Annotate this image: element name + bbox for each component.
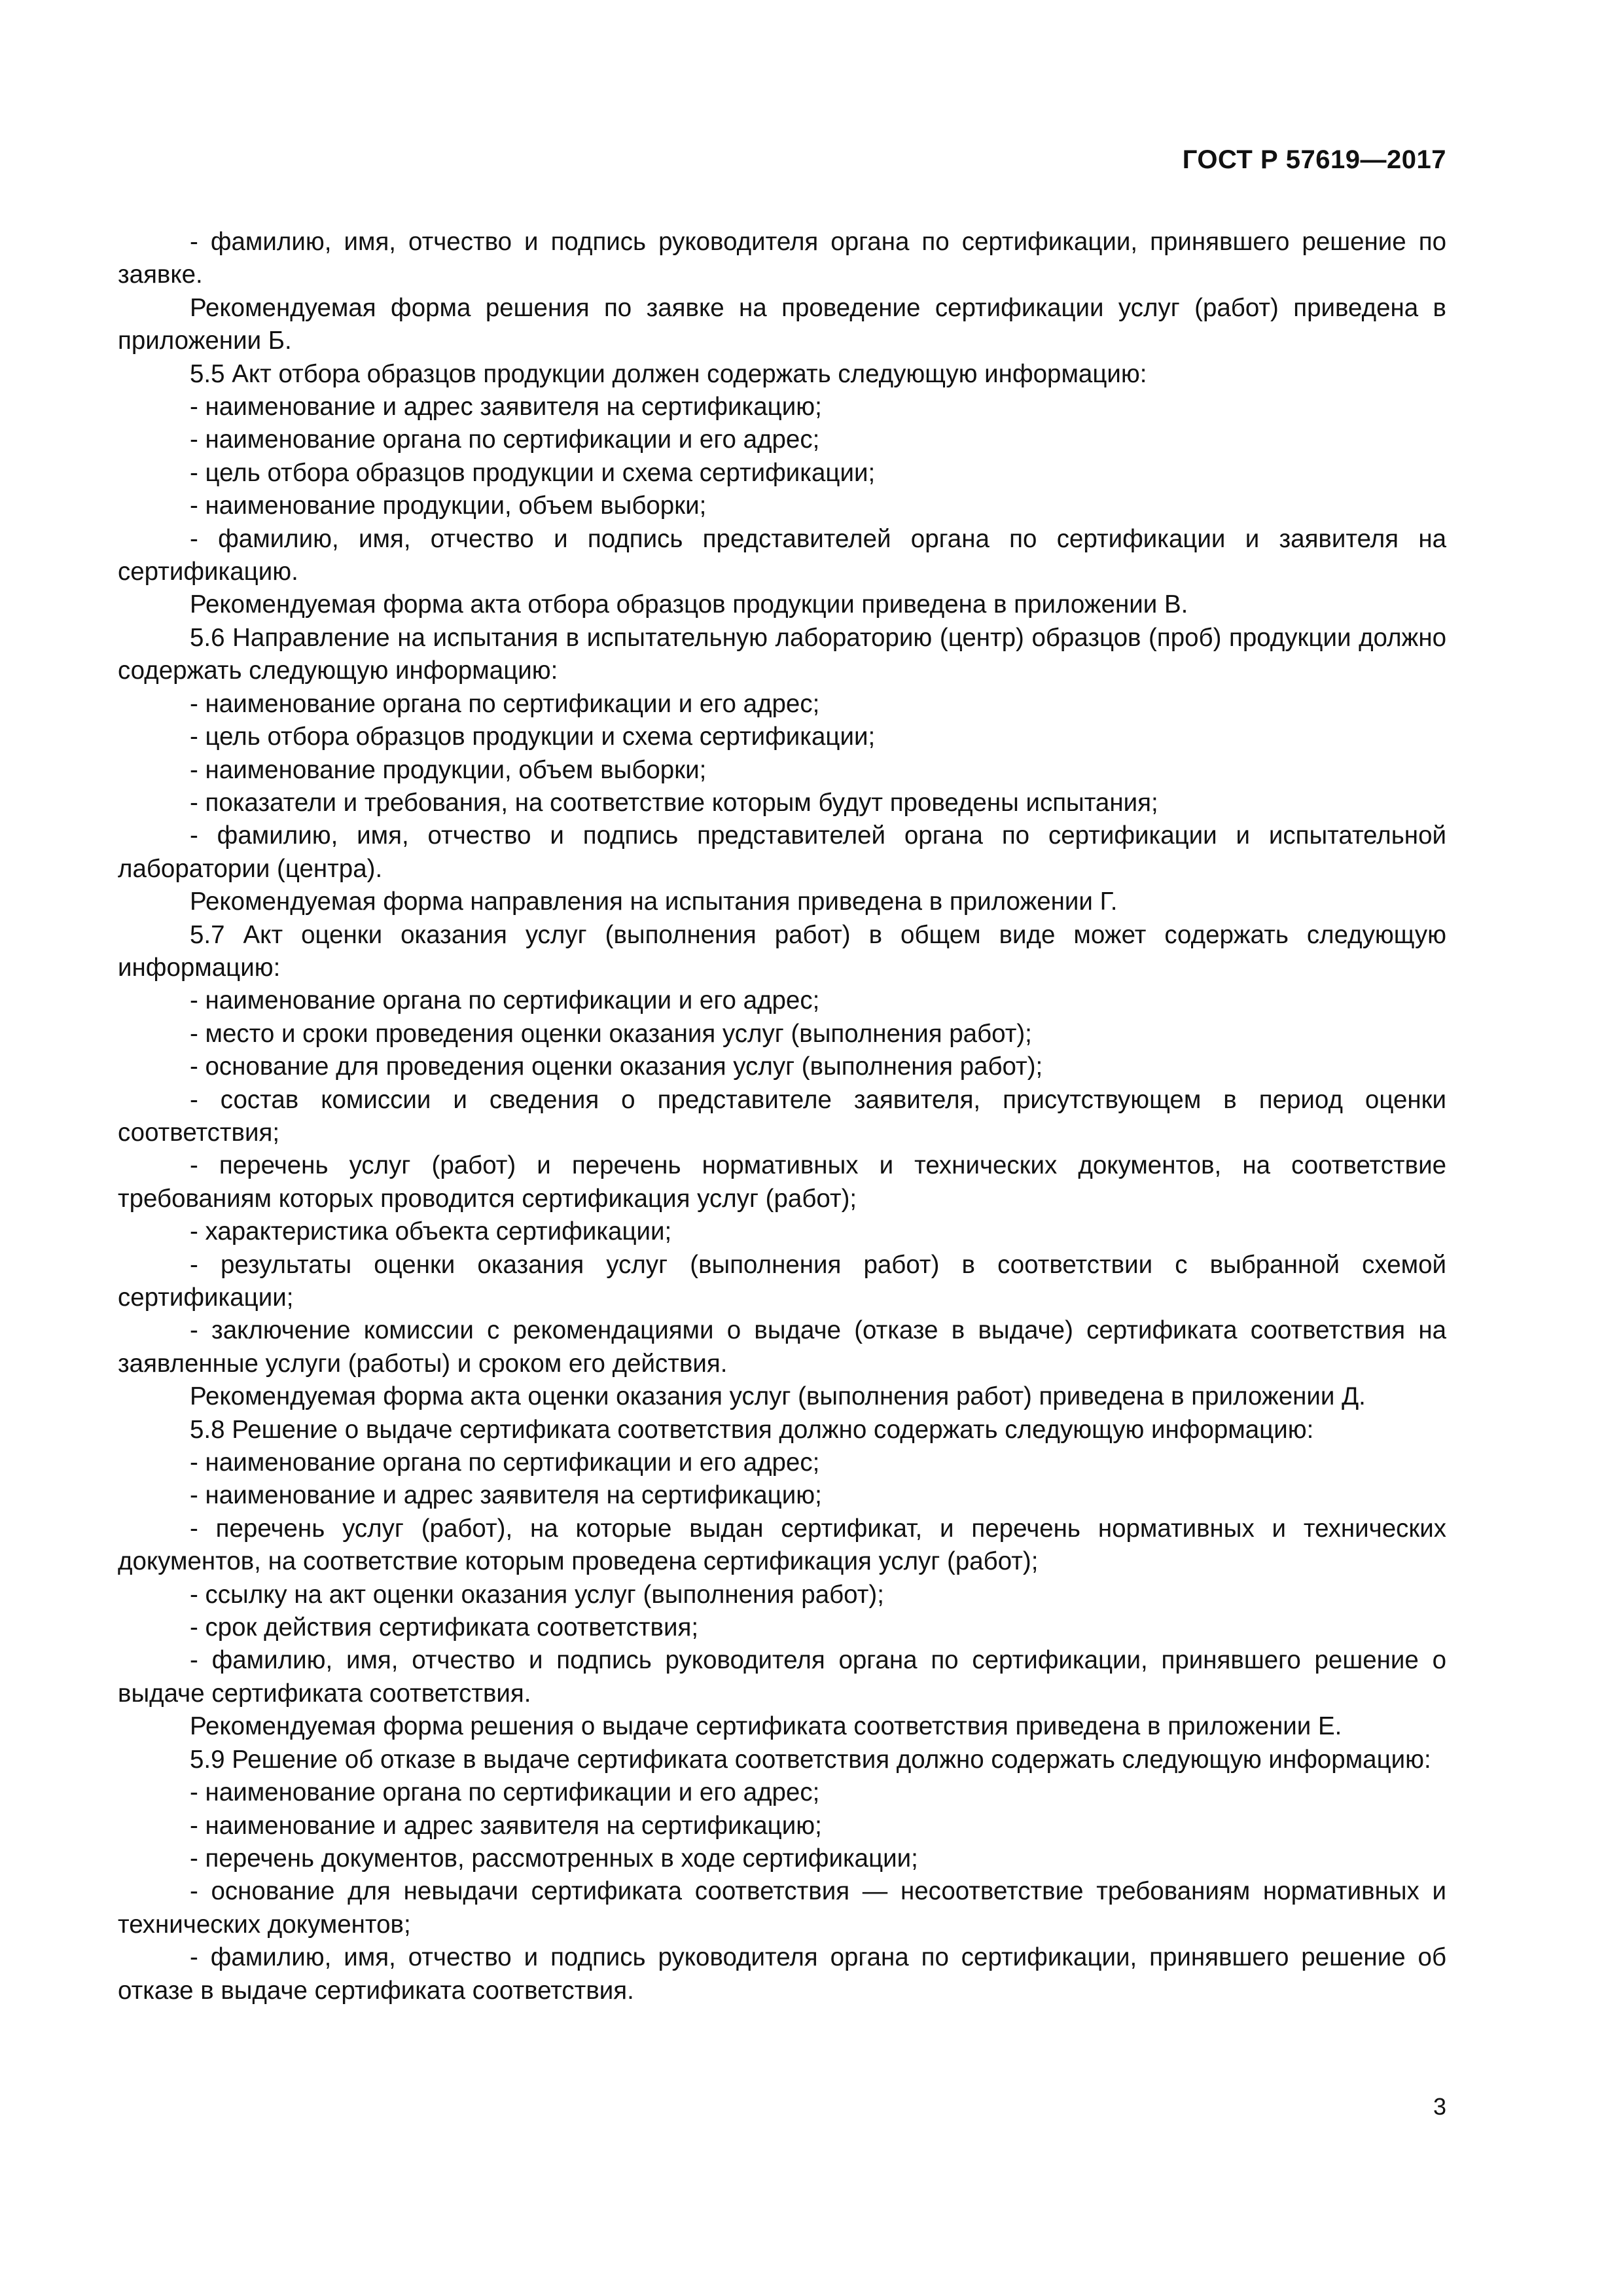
list-item: - результаты оценки оказания услуг (выполнения работ) в соответствии с выбранной схемой сертификации;	[118, 1250, 1446, 1312]
paragraph: Рекомендуемая форма решения о выдаче сертификата соответствия приведена в приложении Е.	[190, 1712, 1342, 1741]
list-item: - основание для проведения оценки оказания услуг (выполнения работ);	[190, 1052, 1043, 1081]
section-heading-5-5: 5.5 Акт отбора образцов продукции должен содержать следующую информацию:	[190, 359, 1147, 388]
list-item: - наименование и адрес заявителя на сертификацию;	[190, 1811, 822, 1840]
document-code: ГОСТ Р 57619—2017	[1182, 145, 1446, 174]
list-item: - срок действия сертификата соответствия;	[190, 1613, 699, 1642]
list-item: - цель отбора образцов продукции и схема сертификации;	[190, 723, 876, 751]
section-heading-5-6: 5.6 Направление на испытания в испытательную лабораторию (центр) образцов (проб) продукции должно содержать следующую информацию:	[118, 623, 1446, 685]
list-item: - наименование и адрес заявителя на сертификацию;	[190, 1481, 822, 1510]
list-item: - фамилию, имя, отчество и подпись руководителя органа по сертификации, принявшего решение об отказе в выдаче сертификата соответствия.	[118, 1943, 1446, 2005]
list-item: - место и сроки проведения оценки оказания услуг (выполнения работ);	[190, 1019, 1032, 1048]
list-item: - наименование органа по сертификации и его адрес;	[190, 1778, 820, 1807]
list-item: - наименование органа по сертификации и его адрес;	[190, 425, 820, 454]
list-item: - фамилию, имя, отчество и подпись руководителя органа по сертификации, принявшего решение о выдаче сертификата соответствия.	[118, 1646, 1446, 1708]
list-item: - показатели и требования, на соответствие которым будут проведены испытания;	[190, 788, 1158, 817]
list-item: - заключение комиссии с рекомендациями о выдаче (отказе в выдаче) сертификата соответствия на заявленные услуги (работы) и сроком его действия.	[118, 1316, 1446, 1378]
document-body	[118, 226, 1446, 2007]
list-item: - характеристика объекта сертификации;	[190, 1217, 672, 1246]
list-item: - наименование органа по сертификации и его адрес;	[190, 1448, 820, 1477]
list-item: - состав комиссии и сведения о представителе заявителя, присутствующем в период оценки соответствия;	[118, 1085, 1446, 1147]
list-item: - перечень услуг (работ), на которые выдан сертификат, и перечень нормативных и технических документов, на соответствие которым проведена сертификация услуг (работ);	[118, 1514, 1446, 1576]
section-heading-5-7: 5.7 Акт оценки оказания услуг (выполнения работ) в общем виде может содержать следующую информацию:	[118, 920, 1446, 982]
list-item: - фамилию, имя, отчество и подпись представителей органа по сертификации и заявителя на сертификацию.	[118, 524, 1446, 586]
list-item: - наименование органа по сертификации и его адрес;	[190, 689, 820, 718]
list-item: - основание для невыдачи сертификата соответствия — несоответствие требованиям нормативных и технических документов;	[118, 1877, 1446, 1939]
list-item: - цель отбора образцов продукции и схема сертификации;	[190, 458, 876, 487]
list-item: - перечень услуг (работ) и перечень нормативных и технических документов, на соответствие требованиям которых проводится сертификация услуг (работ);	[118, 1151, 1446, 1213]
paragraph: - фамилию, имя, отчество и подпись руководителя органа по сертификации, принявшего решение по заявке.	[118, 228, 1446, 289]
section-heading-5-9: 5.9 Решение об отказе в выдаче сертификата соответствия должно содержать следующую информацию:	[190, 1745, 1431, 1774]
section-heading-5-8: 5.8 Решение о выдаче сертификата соответствия должно содержать следующую информацию:	[190, 1415, 1314, 1444]
page-number: 3	[1433, 2093, 1446, 2120]
paragraph: Рекомендуемая форма решения по заявке на проведение сертификации услуг (работ) приведена в приложении Б.	[118, 293, 1446, 355]
paragraph: Рекомендуемая форма акта отбора образцов продукции приведена в приложении В.	[190, 590, 1188, 619]
list-item: - наименование продукции, объем выборки;	[190, 492, 707, 520]
list-item: - наименование и адрес заявителя на сертификацию;	[190, 393, 822, 422]
list-item: - перечень документов, рассмотренных в ходе сертификации;	[190, 1844, 918, 1873]
list-item: - фамилию, имя, отчество и подпись представителей органа по сертификации и испытательной лаборатории (центра).	[118, 821, 1446, 883]
list-item: - наименование продукции, объем выборки;	[190, 755, 707, 784]
list-item: - наименование органа по сертификации и его адрес;	[190, 986, 820, 1015]
list-item: - ссылку на акт оценки оказания услуг (выполнения работ);	[190, 1580, 884, 1609]
paragraph: Рекомендуемая форма акта оценки оказания услуг (выполнения работ) приведена в приложении Д.	[190, 1382, 1366, 1411]
paragraph: Рекомендуемая форма направления на испытания приведена в приложении Г.	[190, 888, 1118, 916]
